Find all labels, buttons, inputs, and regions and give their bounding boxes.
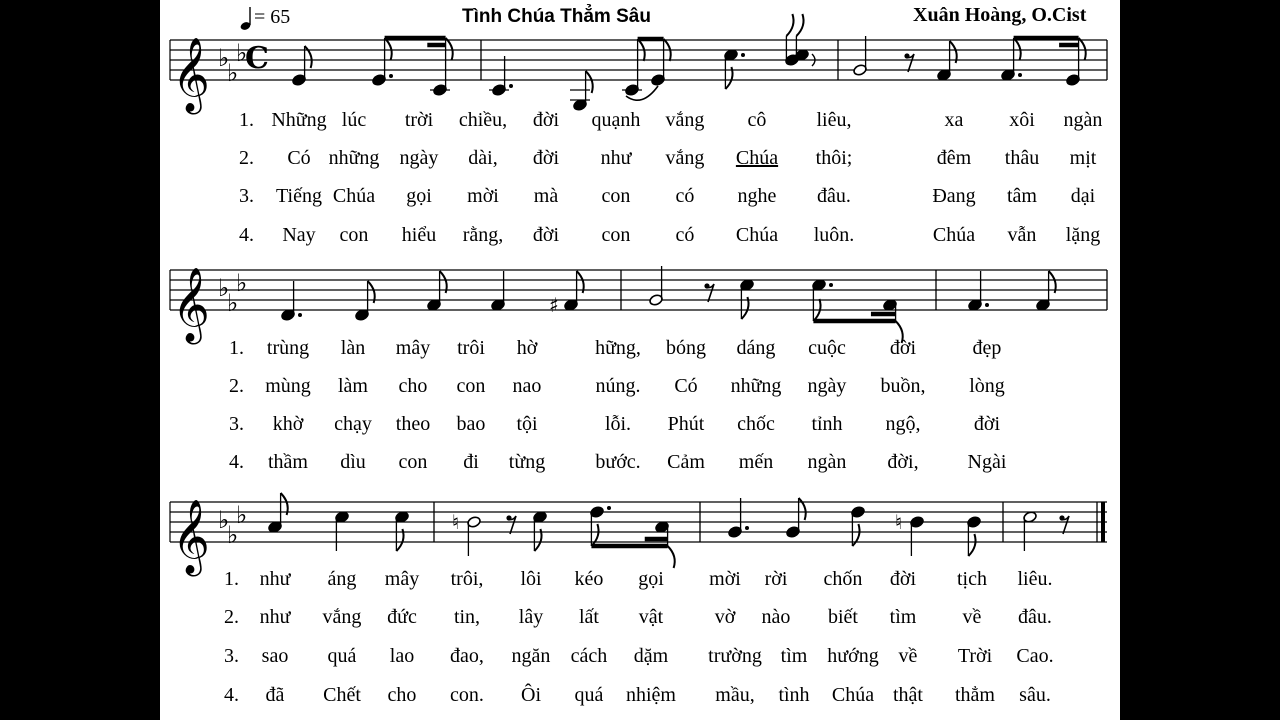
flat-sign-icon: ♭ xyxy=(236,269,248,297)
lyric-syllable: mời xyxy=(467,185,499,207)
note-flag xyxy=(591,524,598,546)
lyric-syllable: tình xyxy=(778,684,810,706)
lyric-syllable: thật xyxy=(893,684,923,706)
lyric-syllable: mến xyxy=(738,451,774,473)
lyric-syllable: ngăn xyxy=(511,645,551,667)
composer-name: Xuân Hoàng, O.Cist xyxy=(913,4,1087,26)
eighth-rest-icon xyxy=(906,54,914,72)
lyric-syllable: đâu. xyxy=(817,185,851,207)
lyric-syllable: Cao. xyxy=(1016,645,1054,667)
lyric-syllable: quạnh xyxy=(591,109,641,131)
lyric-syllable: trường xyxy=(708,645,762,667)
lyric-syllable: nao xyxy=(512,375,542,397)
flat-sign-icon: ♭ xyxy=(236,39,248,67)
lyric-syllable: nghe xyxy=(737,185,777,207)
lyric-syllable: về xyxy=(962,606,982,628)
lyric-syllable: đã xyxy=(265,684,285,706)
lyric-syllable: thôi; xyxy=(815,147,853,169)
lyric-syllable: vắng xyxy=(665,109,705,131)
lyric-syllable: Trời xyxy=(957,645,993,667)
lyric-syllable: đời xyxy=(532,147,560,169)
lyric-syllable: đêm xyxy=(936,147,972,169)
lyric-syllable: lặng xyxy=(1065,224,1101,246)
lyric-syllable: hiểu xyxy=(401,224,437,246)
lyric-syllable: xa xyxy=(944,109,964,131)
augmentation-dot xyxy=(607,506,611,510)
lyric-syllable: những xyxy=(328,147,380,169)
verse-2-line xyxy=(160,606,1120,636)
lyric-syllable: liêu. xyxy=(1017,568,1053,590)
lyric-syllable: tìm xyxy=(889,606,917,628)
flat-sign-icon: ♭ xyxy=(218,274,230,302)
time-signature-icon: C xyxy=(245,41,269,76)
augmentation-dot xyxy=(829,283,833,287)
verse-1-line xyxy=(160,337,1120,367)
lyric-syllable: vắng xyxy=(322,606,362,628)
verse-number: 1. xyxy=(229,337,244,359)
verse-4-line xyxy=(160,684,1120,714)
lyric-syllable: tịch xyxy=(957,568,987,590)
tempo-value: = 65 xyxy=(254,6,291,28)
note-flag xyxy=(796,14,803,36)
lyric-syllable: đời xyxy=(532,224,560,246)
lyric-syllable: thẳm xyxy=(955,684,995,706)
verse-number: 1. xyxy=(224,568,239,590)
verse-3-line xyxy=(160,185,1120,215)
lyric-syllable: Cảm xyxy=(667,451,705,473)
lyric-syllable: dáng xyxy=(736,337,776,359)
lyric-syllable: đời xyxy=(889,568,917,590)
lyric-syllable: ngày xyxy=(399,147,439,169)
augmentation-dot xyxy=(509,84,513,88)
flat-sign-icon: ♭ xyxy=(227,59,239,87)
lyric-syllable: cách xyxy=(570,645,608,667)
natural-sign-icon: ♮ xyxy=(895,510,903,534)
verse-1-line xyxy=(160,568,1120,598)
lyric-syllable: Phút xyxy=(667,413,705,435)
eighth-rest-icon xyxy=(706,284,714,302)
verse-number: 1. xyxy=(239,109,254,131)
lyric-syllable: bóng xyxy=(666,337,706,359)
lyric-syllable: từng xyxy=(508,451,546,473)
lyric-syllable: luôn. xyxy=(813,224,855,246)
lyric-syllable: Ngài xyxy=(967,451,1007,473)
lyric-syllable: Đang xyxy=(932,185,976,207)
verse-number: 3. xyxy=(224,645,239,667)
lyric-syllable: đời xyxy=(889,337,917,359)
lyric-syllable: chiều, xyxy=(458,109,508,131)
lyric-syllable: vắng xyxy=(665,147,705,169)
lyric-syllable: ngàn xyxy=(1063,109,1103,131)
lyric-syllable: hướng xyxy=(827,645,879,667)
eighth-rest-icon xyxy=(1061,516,1069,534)
note-flag xyxy=(305,46,312,68)
staff-system-2 xyxy=(160,252,1120,342)
lyric-syllable: tội xyxy=(516,413,538,435)
lyric-syllable: cho xyxy=(387,684,417,706)
lyric-syllable: mây xyxy=(395,337,431,359)
lyric-syllable: trôi xyxy=(457,337,485,359)
lyric-syllable: ngàn xyxy=(807,451,847,473)
verse-number: 2. xyxy=(224,606,239,628)
lyric-syllable: con xyxy=(456,375,486,397)
lyric-syllable: vờ xyxy=(714,606,736,628)
verse-number: 2. xyxy=(239,147,254,169)
lyric-syllable: xôi xyxy=(1009,109,1035,131)
lyric-syllable: lúc xyxy=(341,109,367,131)
lyric-syllable: lây xyxy=(518,606,544,628)
eighth-rest-icon xyxy=(508,516,516,534)
lyric-syllable: quá xyxy=(327,645,357,667)
lyric-syllable: những xyxy=(730,375,782,397)
lyric-syllable: bước. xyxy=(595,451,641,473)
flat-sign-icon: ♭ xyxy=(218,44,230,72)
natural-sign-icon: ♮ xyxy=(452,510,460,534)
lyric-syllable: con xyxy=(398,451,428,473)
lyric-syllable: mời xyxy=(709,568,741,590)
lyric-syllable: trời xyxy=(404,109,434,131)
note-flag xyxy=(668,546,675,568)
lyric-syllable: Chúa xyxy=(735,224,779,246)
augmentation-dot xyxy=(389,74,393,78)
lyric-syllable: Chúa xyxy=(831,684,875,706)
lyric-syllable: làn xyxy=(340,337,366,359)
verse-2-line xyxy=(160,375,1120,405)
lyric-syllable: con xyxy=(601,224,631,246)
lyric-syllable: theo xyxy=(395,413,431,435)
lyric-syllable: hờ xyxy=(516,337,538,359)
lyric-syllable: thâu xyxy=(1004,147,1040,169)
lyric-syllable: chạy xyxy=(334,413,372,435)
flat-sign-icon: ♭ xyxy=(227,521,239,549)
lyric-syllable: con xyxy=(601,185,631,207)
lyric-syllable: Chết xyxy=(323,684,361,706)
lyric-syllable: trùng xyxy=(266,337,310,359)
lyric-syllable: bao xyxy=(456,413,486,435)
augmentation-dot xyxy=(741,53,745,57)
verse-3-line xyxy=(160,645,1120,675)
lyric-syllable: đao, xyxy=(450,645,484,667)
lyric-syllable: vẫn xyxy=(1007,224,1037,246)
lyric-syllable: lao xyxy=(389,645,415,667)
lyric-syllable: Chúa xyxy=(735,147,779,169)
lyric-syllable: mịt xyxy=(1069,147,1097,169)
augmentation-dot xyxy=(1018,73,1022,77)
sharp-sign-icon: ♯ xyxy=(549,293,559,317)
augmentation-dot xyxy=(298,313,302,317)
lyric-syllable: mầu, xyxy=(715,684,755,706)
lyric-syllable: quá xyxy=(574,684,604,706)
lyric-syllable: chốc xyxy=(737,413,775,435)
verse-number: 4. xyxy=(224,684,239,706)
lyric-syllable: cho xyxy=(398,375,428,397)
flat-sign-icon: ♭ xyxy=(227,289,239,317)
lyric-syllable: mây xyxy=(384,568,420,590)
lyric-syllable: kéo xyxy=(574,568,604,590)
lyric-syllable: liêu, xyxy=(816,109,852,131)
note-flag xyxy=(852,524,859,546)
note-flag xyxy=(446,38,453,60)
lyric-syllable: dặm xyxy=(633,645,669,667)
verse-2-line xyxy=(160,147,1120,177)
verse-4-line xyxy=(160,224,1120,254)
treble-clef-icon: 𝄞 xyxy=(172,268,210,342)
staff-system-1 xyxy=(160,22,1120,112)
note-flag xyxy=(385,38,392,60)
lyric-syllable: Chúa xyxy=(332,185,376,207)
lyric-syllable: làm xyxy=(338,375,368,397)
lyric-syllable: gọi xyxy=(638,568,664,590)
lyric-syllable: tỉnh xyxy=(811,413,843,435)
lyric-syllable: hững, xyxy=(595,337,641,359)
lyric-syllable: khờ xyxy=(272,413,304,435)
staff-system-3 xyxy=(160,484,1120,574)
lyric-syllable: lòng xyxy=(969,375,1005,397)
lyric-syllable: mùng xyxy=(265,375,311,397)
song-title: Tình Chúa Thẳm Sâu xyxy=(462,6,651,27)
note-flag xyxy=(786,14,793,36)
lyric-syllable: Chúa xyxy=(932,224,976,246)
lyric-syllable: lôi xyxy=(520,568,542,590)
lyric-syllable: lất xyxy=(579,606,599,628)
verse-number: 4. xyxy=(239,224,254,246)
lyric-syllable: có xyxy=(675,224,695,246)
lyric-syllable: gọi xyxy=(406,185,432,207)
lyric-syllable: đâu. xyxy=(1018,606,1052,628)
lyric-syllable: rời xyxy=(764,568,788,590)
lyric-syllable: con xyxy=(339,224,369,246)
verse-number: 3. xyxy=(229,413,244,435)
lyric-syllable: sao xyxy=(261,645,289,667)
verse-number: 4. xyxy=(229,451,244,473)
lyric-syllable: về xyxy=(898,645,918,667)
lyric-syllable: đời, xyxy=(887,451,919,473)
lyric-syllable: Những xyxy=(271,109,327,131)
lyric-syllable: Tiếng xyxy=(276,185,322,207)
lyric-syllable: áng xyxy=(327,568,357,590)
note-flag xyxy=(1014,38,1021,60)
lyric-syllable: như xyxy=(259,568,291,590)
lyric-syllable: đời xyxy=(532,109,560,131)
lyric-syllable: đi xyxy=(463,451,479,473)
lyric-syllable: Có xyxy=(674,375,698,397)
lyric-syllable: đời xyxy=(973,413,1001,435)
lyric-syllable: Nay xyxy=(282,224,316,246)
lyric-syllable: đức xyxy=(387,606,417,628)
flat-sign-icon: ♭ xyxy=(218,506,230,534)
verse-number: 3. xyxy=(239,185,254,207)
lyric-syllable: rằng, xyxy=(462,224,504,246)
lyric-syllable: có xyxy=(675,185,695,207)
note-flag xyxy=(968,534,975,556)
verse-1-line xyxy=(160,109,1120,139)
lyric-syllable: Có xyxy=(287,147,311,169)
verse-3-line xyxy=(160,413,1120,443)
lyric-syllable: tìm xyxy=(780,645,808,667)
lyric-syllable: thầm xyxy=(268,451,308,473)
lyric-syllable: sâu. xyxy=(1019,684,1051,706)
sheet-music-page xyxy=(160,0,1120,720)
lyric-syllable: vật xyxy=(638,606,664,628)
lyric-syllable: như xyxy=(600,147,632,169)
lyric-syllable: núng. xyxy=(595,375,641,397)
augmentation-dot xyxy=(745,526,749,530)
treble-clef-icon: 𝄞 xyxy=(172,500,210,574)
lyric-syllable: trôi, xyxy=(450,568,484,590)
lyric-syllable: cô xyxy=(747,109,767,131)
lyric-syllable: nhiệm xyxy=(626,684,676,706)
lyric-syllable: đẹp xyxy=(972,337,1002,359)
lyric-syllable: dìu xyxy=(340,451,366,473)
lyric-syllable: nào xyxy=(761,606,791,628)
lyric-syllable: ngày xyxy=(807,375,847,397)
lyric-syllable: con. xyxy=(450,684,484,706)
lyric-syllable: dại xyxy=(1070,185,1096,207)
lyric-syllable: lỗi. xyxy=(604,413,632,435)
note-flag xyxy=(799,498,806,520)
lyric-syllable: ngộ, xyxy=(885,413,921,435)
verse-4-line xyxy=(160,451,1120,481)
lyric-syllable: biết xyxy=(828,606,858,628)
augmentation-dot xyxy=(985,303,989,307)
lyric-syllable: cuộc xyxy=(808,337,846,359)
lyric-syllable: dài, xyxy=(468,147,498,169)
lyric-syllable: như xyxy=(259,606,291,628)
treble-clef-icon: 𝄞 xyxy=(172,38,210,112)
lyric-syllable: mà xyxy=(533,185,559,207)
flat-sign-icon: ♭ xyxy=(236,501,248,529)
verse-number: 2. xyxy=(229,375,244,397)
lyric-syllable: tâm xyxy=(1007,185,1037,207)
lyric-syllable: tin, xyxy=(453,606,481,628)
lyric-syllable: buồn, xyxy=(880,375,926,397)
lyric-syllable: Ôi xyxy=(521,684,541,706)
lyric-syllable: chốn xyxy=(823,568,863,590)
note-flag xyxy=(1079,38,1086,60)
